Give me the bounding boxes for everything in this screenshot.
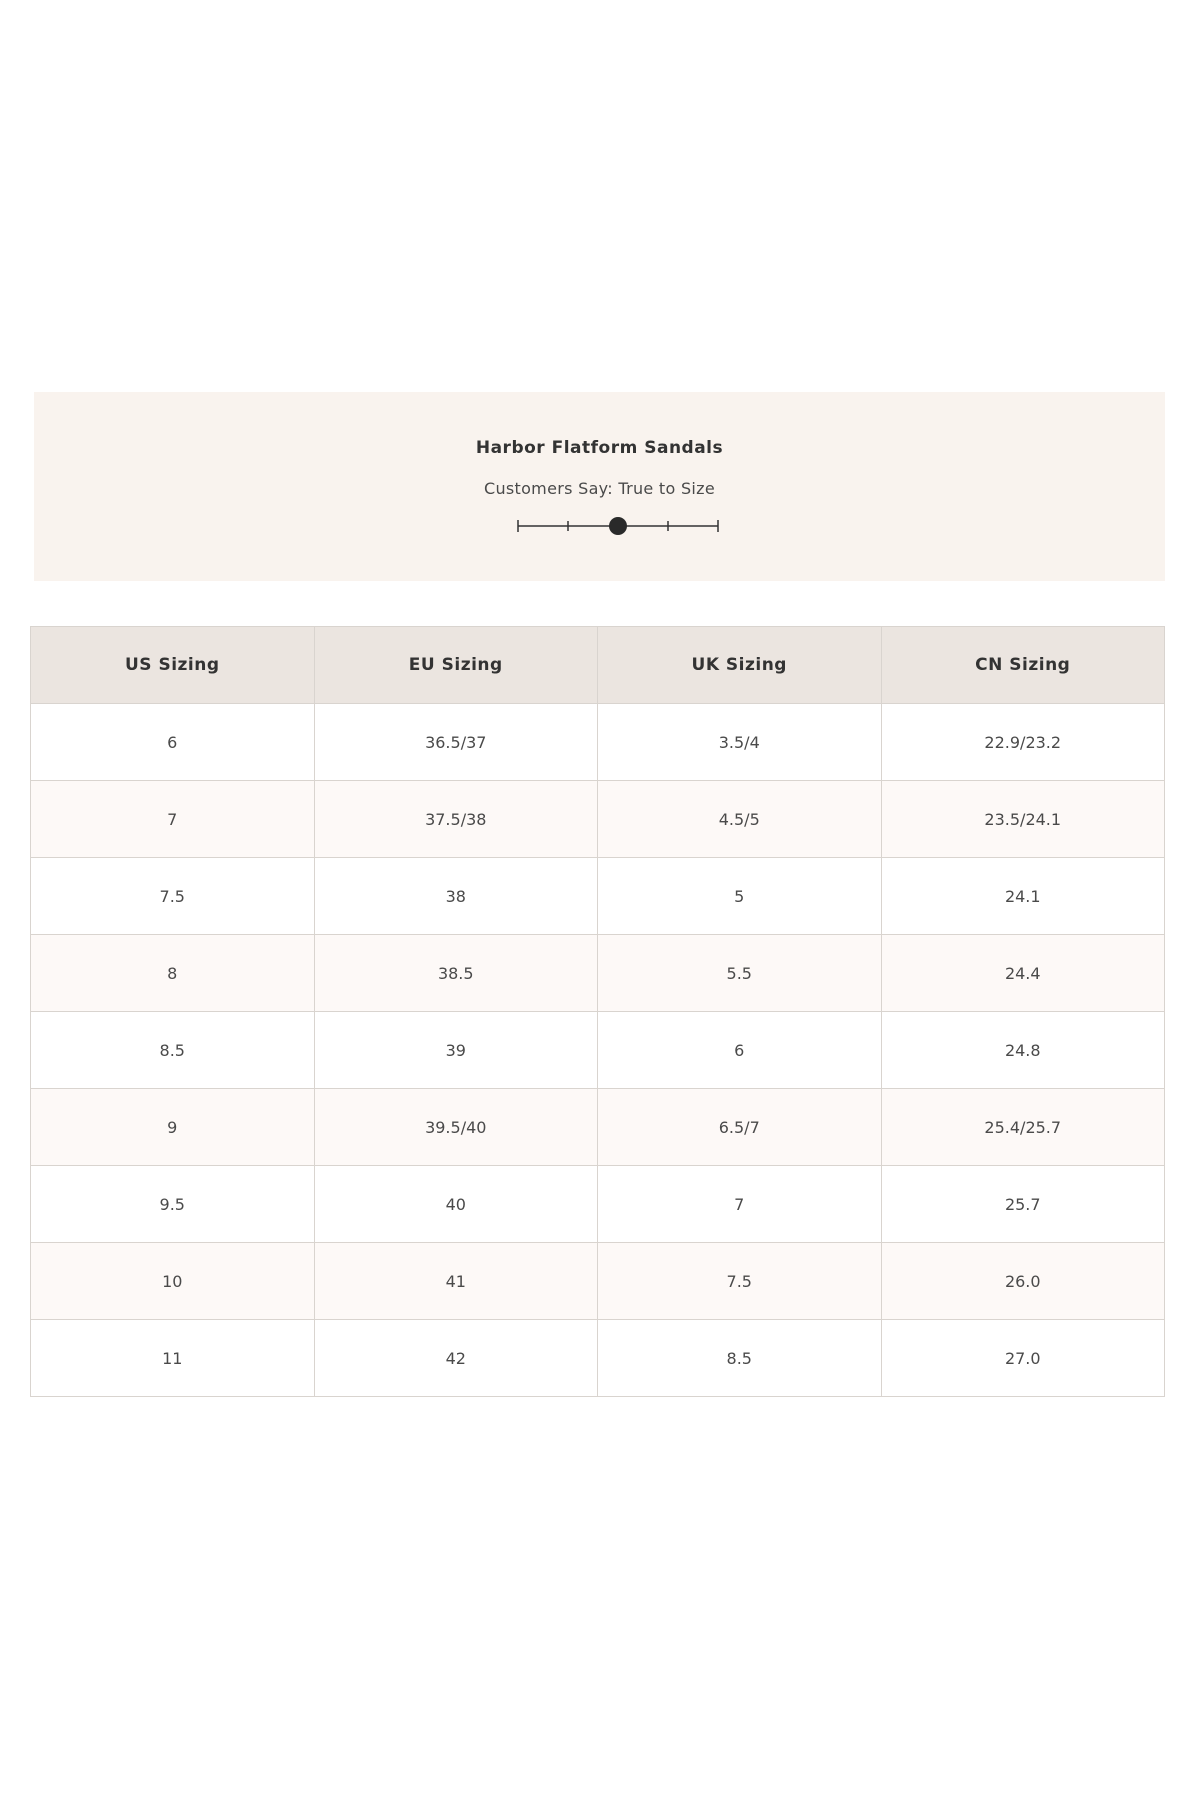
cell-us-size: 8.5	[31, 1012, 315, 1089]
cell-eu-size: 36.5/37	[314, 704, 598, 781]
cell-eu-size: 41	[314, 1243, 598, 1320]
column-header-us: US Sizing	[31, 627, 315, 704]
fit-caption: Customers Say: True to Size	[483, 479, 716, 498]
table-row	[31, 858, 1165, 935]
cell-cn-size: 24.1	[881, 858, 1165, 935]
cell-uk-size: 3.5/4	[598, 704, 882, 781]
cell-cn-size: 24.4	[881, 935, 1165, 1012]
cell-us-size: 9	[31, 1089, 315, 1166]
cell-cn-size: 25.7	[881, 1166, 1165, 1243]
cell-cn-size: 26.0	[881, 1243, 1165, 1320]
cell-uk-size: 4.5/5	[598, 781, 882, 858]
size-chart-table	[30, 626, 1165, 1397]
cell-cn-size: 23.5/24.1	[881, 781, 1165, 858]
table-row	[31, 704, 1165, 781]
cell-cn-size: 27.0	[881, 1320, 1165, 1397]
cell-uk-size: 8.5	[598, 1320, 882, 1397]
fit-scale-marker	[609, 517, 627, 535]
cell-us-size: 11	[31, 1320, 315, 1397]
cell-eu-size: 42	[314, 1320, 598, 1397]
fit-scale	[516, 511, 720, 541]
cell-uk-size: 7	[598, 1166, 882, 1243]
cell-us-size: 7	[31, 781, 315, 858]
cell-cn-size: 22.9/23.2	[881, 704, 1165, 781]
cell-cn-size: 24.8	[881, 1012, 1165, 1089]
cell-uk-size: 6	[598, 1012, 882, 1089]
cell-eu-size: 38.5	[314, 935, 598, 1012]
cell-eu-size: 37.5/38	[314, 781, 598, 858]
cell-us-size: 6	[31, 704, 315, 781]
cell-uk-size: 6.5/7	[598, 1089, 882, 1166]
cell-eu-size: 38	[314, 858, 598, 935]
cell-us-size: 10	[31, 1243, 315, 1320]
table-row	[31, 1089, 1165, 1166]
cell-uk-size: 5.5	[598, 935, 882, 1012]
cell-cn-size: 25.4/25.7	[881, 1089, 1165, 1166]
cell-uk-size: 7.5	[598, 1243, 882, 1320]
table-header-row	[31, 627, 1165, 704]
column-header-eu: EU Sizing	[314, 627, 598, 704]
table-row	[31, 935, 1165, 1012]
cell-us-size: 8	[31, 935, 315, 1012]
product-title: Harbor Flatform Sandals	[475, 438, 724, 458]
cell-uk-size: 5	[598, 858, 882, 935]
table-row	[31, 1166, 1165, 1243]
cell-eu-size: 40	[314, 1166, 598, 1243]
column-header-uk: UK Sizing	[598, 627, 882, 704]
column-header-cn: CN Sizing	[881, 627, 1165, 704]
table-row	[31, 1243, 1165, 1320]
fit-summary-panel	[34, 392, 1165, 581]
cell-eu-size: 39.5/40	[314, 1089, 598, 1166]
table-row	[31, 1012, 1165, 1089]
cell-us-size: 9.5	[31, 1166, 315, 1243]
table-row	[31, 1320, 1165, 1397]
cell-us-size: 7.5	[31, 858, 315, 935]
cell-eu-size: 39	[314, 1012, 598, 1089]
table-row	[31, 781, 1165, 858]
